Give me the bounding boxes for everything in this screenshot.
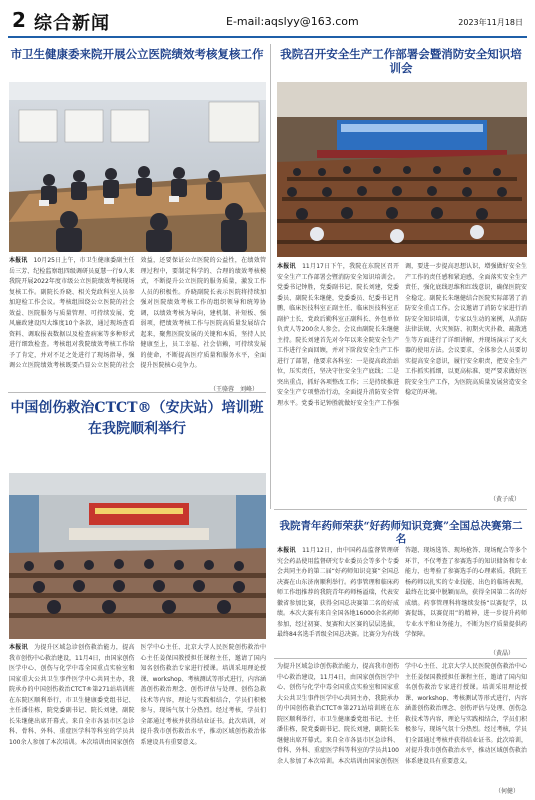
article1-photo bbox=[9, 82, 266, 252]
article3-title-line1: 中国创伤救治CTCT®（安庆站）培训班 bbox=[10, 400, 264, 416]
article3-title-line2: 在我院顺利举行 bbox=[88, 421, 186, 437]
article1-text: 10月25日上午，市卫生健康委副主任岳三芳、纪检监察组四级调研员夏慧一行9人来我院开展2022年度市级公立医院绩效考核现场复核工作。副院长乔晓、相关党政科室人员参加迎检工作会议。考核组围绕公立医院的社会效益、医院服务与质量管理、可持续发展、党风廉政建设四大维度10个条款，通过现场查看资料、调取报表数据以及检查病案等多种形式进行细致检查。考核组对我院绩效考核工作给予了肯定，并对不足之处进行了现场指导，强调公立医院绩效考核既要凸显公立医院的社会效益，还要保证公立医院的公益性，在绩效管理过程中，要制定科学的、合理的绩效考核模式，不断提升公立医院的服务质量，激发工作人员的积极性。乔晓副院长表示医院将持续加强对医院绩效考核工作的组织领导和统筹协调，以绩效考核为导向，建机制、补短板、强弱项，把绩效考核工作与医院高质量发展结合起来，聚焦医院发展的关键和本质，坚持人民健康至上，员工幸福、社会信赖，可持续发展的使命，不断提高医疗质量和服务水平，全面提升医院核心竞争力。 bbox=[9, 257, 266, 369]
article2-lead: 本报讯 bbox=[277, 263, 296, 270]
article3-lead: 本报讯 bbox=[9, 644, 28, 651]
section-divider bbox=[274, 658, 527, 659]
section-title: 综合新闻 bbox=[34, 13, 110, 34]
contact-email[interactable]: E-mail:aqslyy@163.com bbox=[226, 15, 359, 28]
article1-body bbox=[9, 256, 266, 384]
article3-continued-text: 为提升区域急诊创伤救治能力，提高我市创伤中心救治建设，11月4日，由国家创伤医学中心、创伤与化学中毒全国重点实验室和国家重大公共卫生事件医学中心共同主办，我院承办的中国创伤救治CTCT®第271站培训班在东院区顺利举行，市卫生健康委党组书记、主任潘佳栋，院党委副书记、院长刘建，副院长朱继健出席开幕式。来自全市各县市区急诊科、骨科、外科、重症医学科等科室的学员共100余人参加了本次培训。本次培训由国家创伤医学中心主任、北京大学人民医院创伤救治中心主任姜保国教授担任课程主任，邀请了国内知名创伤救治专家进行授课。培训采用理论授课、workshop、考核测试等形式进行，内容涵盖创伤救治理念、创伤评估与处理、创伤急救技术等内容，理论与实践相结合，学员们积极参与，现场气氛十分热烈。经过考核，学员们全部通过考核并获得结业证书。此次培训，对提升我市创伤救治水平，推动区域创伤救治体系建设具有重要意义。 bbox=[277, 663, 527, 765]
article2-text: 11月17日下午，我院在东院区召开安全生产工作部署会暨消防安全知识培训会。党委书记钟胜，党委副书记、院长刘建，党委委员、副院长朱继健，党委委员、纪委书记肖鹏，临床医技科室正副主任、临床医技科室正副护士长、党政后勤科室正副科长、外包单位负责人等200余人参会。会议由副院长朱继健主持。院长刘建首先对今年以来全院安全生产工作进行全面回顾，并对下阶段安全生产工作进行了部署，他要求各科室：一是提高政治站位，压实责任，坚决守住安全生产底线；二是突出重点，抓好各项整改工作；三是持续推进安全生产专项整治行动，全面提升消防安全管理水平。党委书记钟胜就做好安全生产工作强调，要进一步提高思想认识，增强做好安全生产工作的责任感和紧迫感，全面落实安全生产责任，强化底线思维和红线意识，确保医院安全稳定。副院长朱继健结合医院实际部署了消防安全重点工作。会议邀请了消防专家进行消防安全知识培训，专家以生动的案例，从消防法律法规、火灾预防、初期火灾扑救、疏散逃生等方面进行了详细讲解，并现场演示了灭火器的使用方法。会议要求，全体参会人员要切实提高安全意识，履行安全职责，把安全生产工作抓实抓细，以更高标准、更严要求做好医院安全生产工作，为医院高质量发展营造安全稳定的环境。 bbox=[277, 263, 527, 407]
article3-text: 为提升区域急诊创伤救治能力，提高我市创伤中心救治建设，11月4日，由国家创伤医学中心、创伤与化学中毒全国重点实验室和国家重大公共卫生事件医学中心共同主办，我院承办的中国创伤救治CTCT®第271站培训班在东院区顺利举行，市卫生健康委党组书记、主任潘佳栋，院党委副书记、院长刘建，副院长朱继健出席开幕式。来自全市各县市区急诊科、骨科、外科、重症医学科等科室的学员共100余人参加了本次培训。本次培训由国家创伤医学中心主任、北京大学人民医院创伤救治中心主任姜保国教授担任课程主任，邀请了国内知名创伤救治专家进行授课。培训采用理论授课、workshop、考核测试等形式进行，内容涵盖创伤救治理念、创伤评估与处理、创伤急救技术等内容，理论与实践相结合，学员们积极参与，现场气氛十分热烈。经过考核，学员们全部通过考核并获得结业证书。此次培训，对提升我市创伤救治水平，推动区域创伤救治体系建设具有重要意义。 bbox=[9, 644, 266, 746]
article2-title: 我院召开安全生产工作部署会暨消防安全知识培训会 bbox=[280, 47, 522, 76]
column-divider bbox=[270, 44, 271, 509]
article4-title: 我院青年药师荣获“好药师知识竞赛”全国总决赛第二名 bbox=[279, 520, 523, 546]
article1-lead: 本报讯 bbox=[9, 257, 28, 264]
article2-byline: （黄子成） bbox=[490, 496, 521, 503]
article4-body bbox=[277, 546, 527, 646]
article4-byline: （黄晶） bbox=[490, 650, 515, 657]
article3-byline: （何健） bbox=[495, 788, 520, 795]
article3-continued bbox=[277, 662, 527, 784]
article2-body bbox=[277, 262, 527, 490]
section-divider bbox=[274, 509, 527, 510]
article3-body bbox=[9, 643, 266, 793]
article1-byline: （王骆蓉 刘峰） bbox=[210, 386, 259, 393]
article2-photo bbox=[277, 82, 527, 257]
masthead bbox=[8, 8, 527, 36]
article3-photo bbox=[9, 473, 266, 639]
page-number: 2 bbox=[12, 8, 26, 32]
article4-text: 11月12日，由中国药品监督管理研究会药品使用监督研究专业委员会等多个专委会共同主办的第二届“好药师知识竞赛”全国总决赛在山东济南顺利举行。药事管理和临床药师工作组推荐的我院青年药师杨溢瑞，代表安徽省参加比赛，获得全国总决赛第二名的好成绩。本次大赛有来自全国各地16000余名药师参加，经过初赛、复赛和大区赛的层层选拔，最终84名选手晋级全国总决赛。比赛分为有线答题、现场选答、现场抢答、现场配合等多个环节，不仅考查了参赛选手的知识储备和专业能力，也考验了参赛选手的心理素质。我院王杨药师以扎实的专业技能、出色的临场表现，最终在比赛中脱颖而出，获得全国第二名的好成绩。药事管理科将继续发扬“以赛促学，以赛促练，以赛促用”的精神，进一步提升药师专业水平和业务能力，不断为医疗质量提供药学保障。 bbox=[277, 547, 527, 638]
article4-lead: 本报讯 bbox=[277, 547, 296, 554]
masthead-rule bbox=[8, 36, 527, 38]
article1-title: 市卫生健康委来院开展公立医院绩效考核复核工作 bbox=[10, 47, 264, 61]
issue-date: 2023年11月18日 bbox=[458, 18, 523, 27]
